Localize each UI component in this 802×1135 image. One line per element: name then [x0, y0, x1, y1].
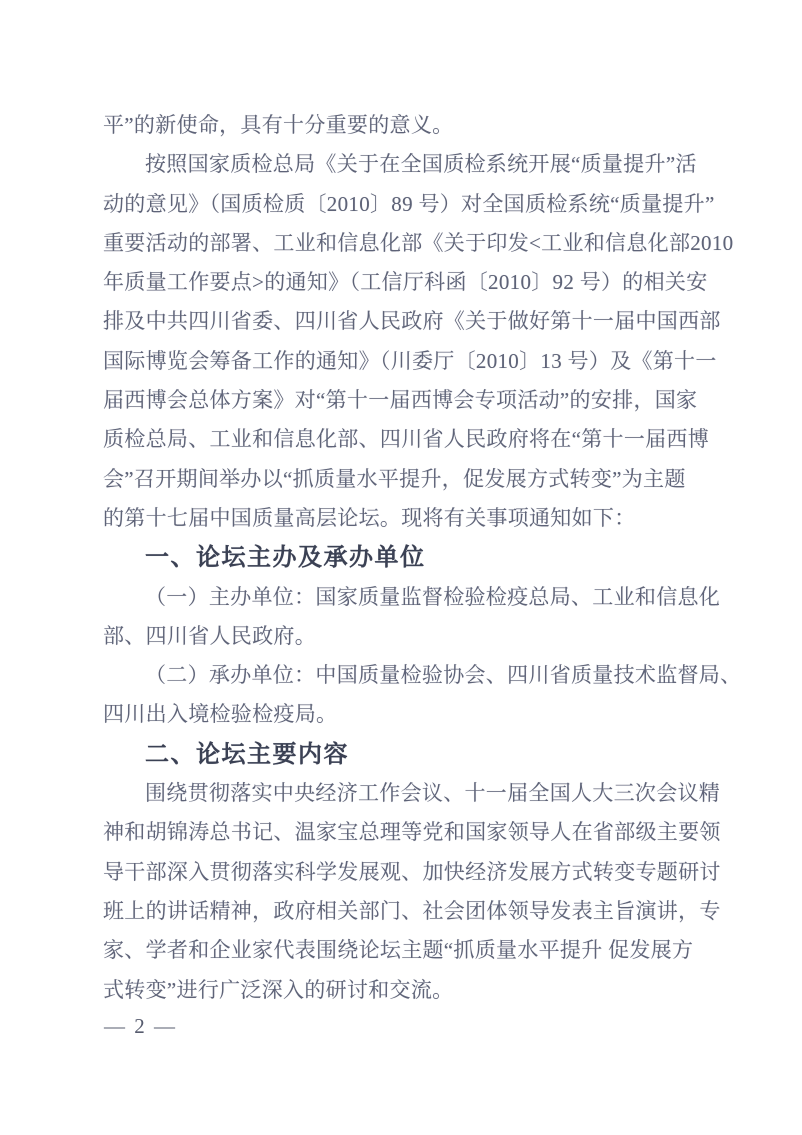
text-line: 式转变”进行广泛深入的研讨和交流。: [103, 977, 454, 1002]
text-line: 神和胡锦涛总书记、温家宝总理等党和国家领导人在省部级主要领: [103, 820, 721, 845]
text-line: 的第十七届中国质量高层论坛。现将有关事项通知如下：: [103, 505, 636, 530]
text-line: 年质量工作要点>的通知》（工信厅科函〔2010〕92 号）的相关安: [103, 270, 708, 295]
text-line: 平”的新使命，具有十分重要的意义。: [103, 113, 454, 137]
text-line: 四川出入境检验检疫局。: [103, 702, 338, 727]
text-line: 动的意见》（国质检质〔2010〕89 号）对全国质检系统“质量提升”: [103, 191, 715, 216]
text-line: 围绕贯彻落实中央经济工作会议、十一届全国人大三次会议精: [145, 781, 721, 806]
document-body: [103, 106, 743, 1010]
text-line: 国际博览会筹备工作的通知》（川委厅〔2010〕13 号）及《第十一: [103, 348, 717, 373]
text-line: （一）主办单位：国家质量监督检验检疫总局、工业和信息化: [145, 584, 721, 609]
text-line: 家、学者和企业家代表围绕论坛主题“抓质量水平提升 促发展方: [103, 938, 694, 963]
text-line: 重要活动的部署、工业和信息化部《关于印发<工业和信息化部2010: [103, 230, 734, 255]
text-line: 按照国家质检总局《关于在全国质检系统开展“质量提升”活: [145, 152, 697, 177]
text-line: 届西博会总体方案》对“第十一届西博会专项活动”的安排，国家: [103, 388, 698, 413]
text-line: 质检总局、工业和信息化部、四川省人民政府将在“第十一届西博: [103, 427, 710, 452]
text-line: 会”召开期间举办以“抓质量水平提升，促发展方式转变”为主题: [103, 466, 686, 491]
section-heading: 一、论坛主办及承办单位: [145, 544, 426, 572]
page-number: — 2 —: [104, 1014, 177, 1038]
text-line: 部、四川省人民政府。: [103, 623, 316, 648]
text-line: （二）承办单位：中国质量检验协会、四川省质量技术监督局、: [145, 663, 742, 688]
text-line: 导干部深入贯彻落实科学发展观、加快经济发展方式转变专题研讨: [103, 859, 721, 884]
section-heading: 二、论坛主要内容: [145, 740, 349, 768]
text-line: 排及中共四川省委、四川省人民政府《关于做好第十一届中国西部: [103, 309, 721, 334]
text-line: 班上的讲话精神，政府相关部门、社会团体领导发表主旨演讲，专: [103, 898, 721, 923]
